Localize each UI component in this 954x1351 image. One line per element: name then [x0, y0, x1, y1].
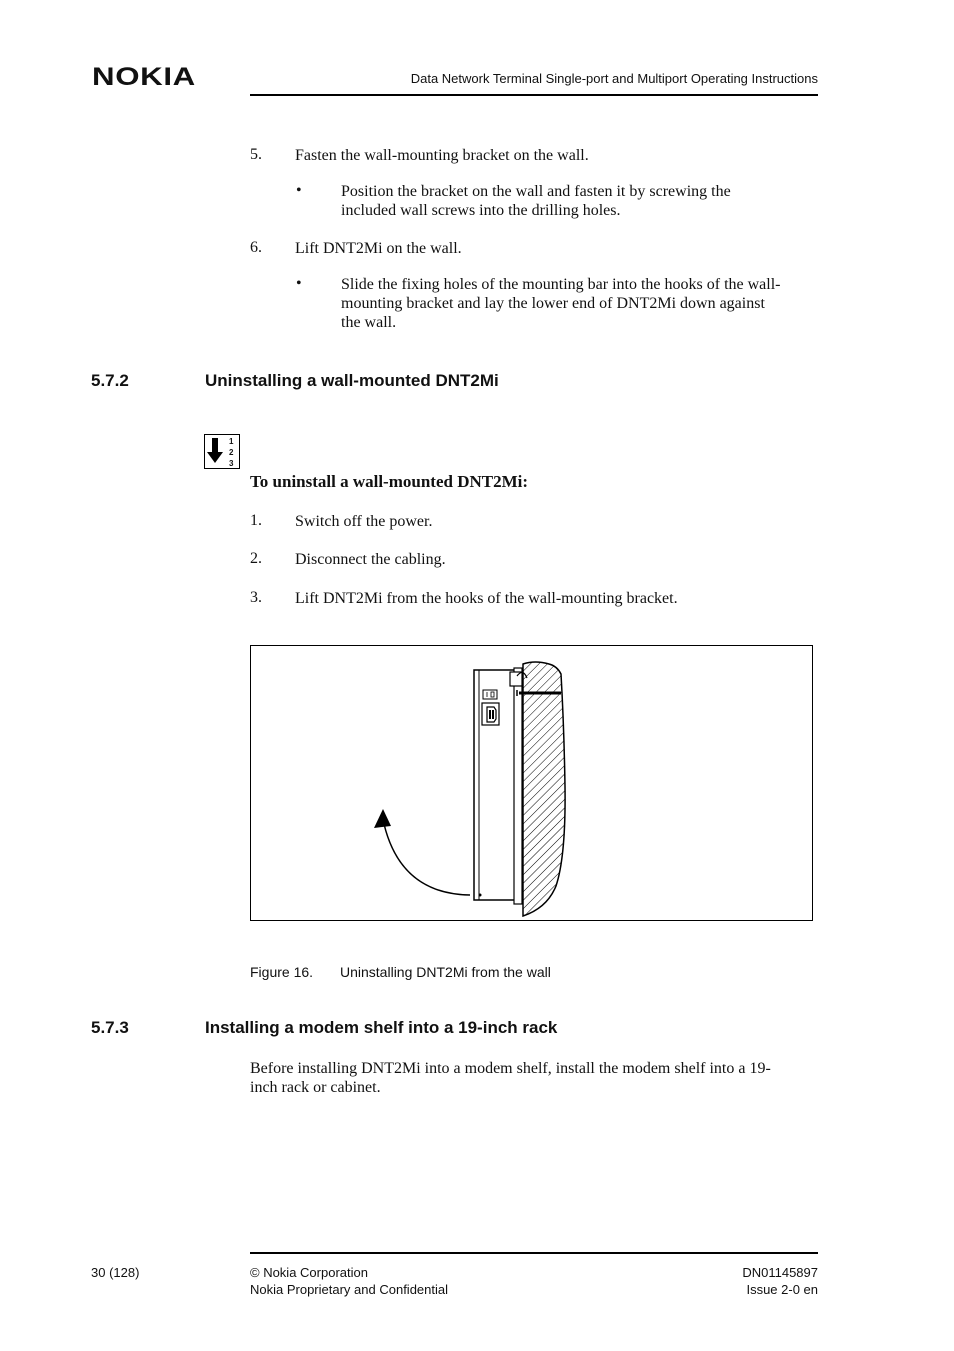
- step-digits: 1 2 3: [229, 437, 234, 468]
- bullet: •: [296, 275, 302, 292]
- footer-left: © Nokia Corporation Nokia Proprietary and Confidential: [250, 1265, 448, 1297]
- step-number: 5.: [250, 146, 262, 163]
- bullet: •: [296, 182, 302, 199]
- step-text: Switch off the power.: [295, 513, 433, 530]
- bullet-text: Position the bracket on the wall and fasten it by screwing the included wall screws into the drilling holes.: [341, 183, 731, 219]
- bracket-hook: [510, 672, 522, 686]
- step-number: 3.: [250, 589, 262, 606]
- bullet-text: Slide the fixing holes of the mounting bar into the hooks of the wall- mounting bracket and lay the lower end of DNT2Mi down against the wall.: [341, 276, 781, 331]
- mounting-bar: [514, 668, 522, 904]
- section-body: Before installing DNT2Mi into a modem shelf, install the modem shelf into a 19- inch rack or cabinet.: [250, 1060, 771, 1096]
- page-number: 30 (128): [91, 1265, 140, 1280]
- power-switch: [483, 690, 497, 699]
- figure-caption: Uninstalling DNT2Mi from the wall: [340, 964, 551, 980]
- nokia-logo: NOKIA: [92, 63, 196, 91]
- step-text: Fasten the wall-mounting bracket on the wall.: [295, 147, 589, 164]
- arrow-head-icon: [374, 809, 391, 828]
- wall: [523, 662, 565, 916]
- header-title: Data Network Terminal Single-port and Multiport Operating Instructions: [410, 71, 818, 86]
- section-number: 5.7.2: [91, 371, 129, 390]
- lift-direction-arrow: [384, 824, 470, 895]
- step-text: Lift DNT2Mi on the wall.: [295, 240, 462, 257]
- step-text: Disconnect the cabling.: [295, 551, 446, 568]
- footer-rule: [250, 1252, 818, 1254]
- down-arrow-icon: [205, 435, 239, 468]
- footer-right: DN01145897 Issue 2-0 en: [742, 1265, 818, 1297]
- section-title: Uninstalling a wall-mounted DNT2Mi: [205, 371, 499, 390]
- step-number: 1.: [250, 512, 262, 529]
- figure-label: Figure 16.: [250, 964, 314, 980]
- step-text: Lift DNT2Mi from the hooks of the wall-mounting bracket.: [295, 590, 678, 607]
- section-title: Installing a modem shelf into a 19-inch rack: [205, 1018, 558, 1037]
- procedure-steps-icon: [204, 434, 240, 469]
- step-number: 2.: [250, 550, 262, 567]
- step-number: 6.: [250, 239, 262, 256]
- procedure-title: To uninstall a wall-mounted DNT2Mi:: [250, 472, 529, 491]
- figure-frame: [250, 645, 813, 921]
- wall-uninstall-illustration: [251, 646, 812, 920]
- header-rule: [250, 94, 818, 96]
- section-number: 5.7.3: [91, 1018, 129, 1037]
